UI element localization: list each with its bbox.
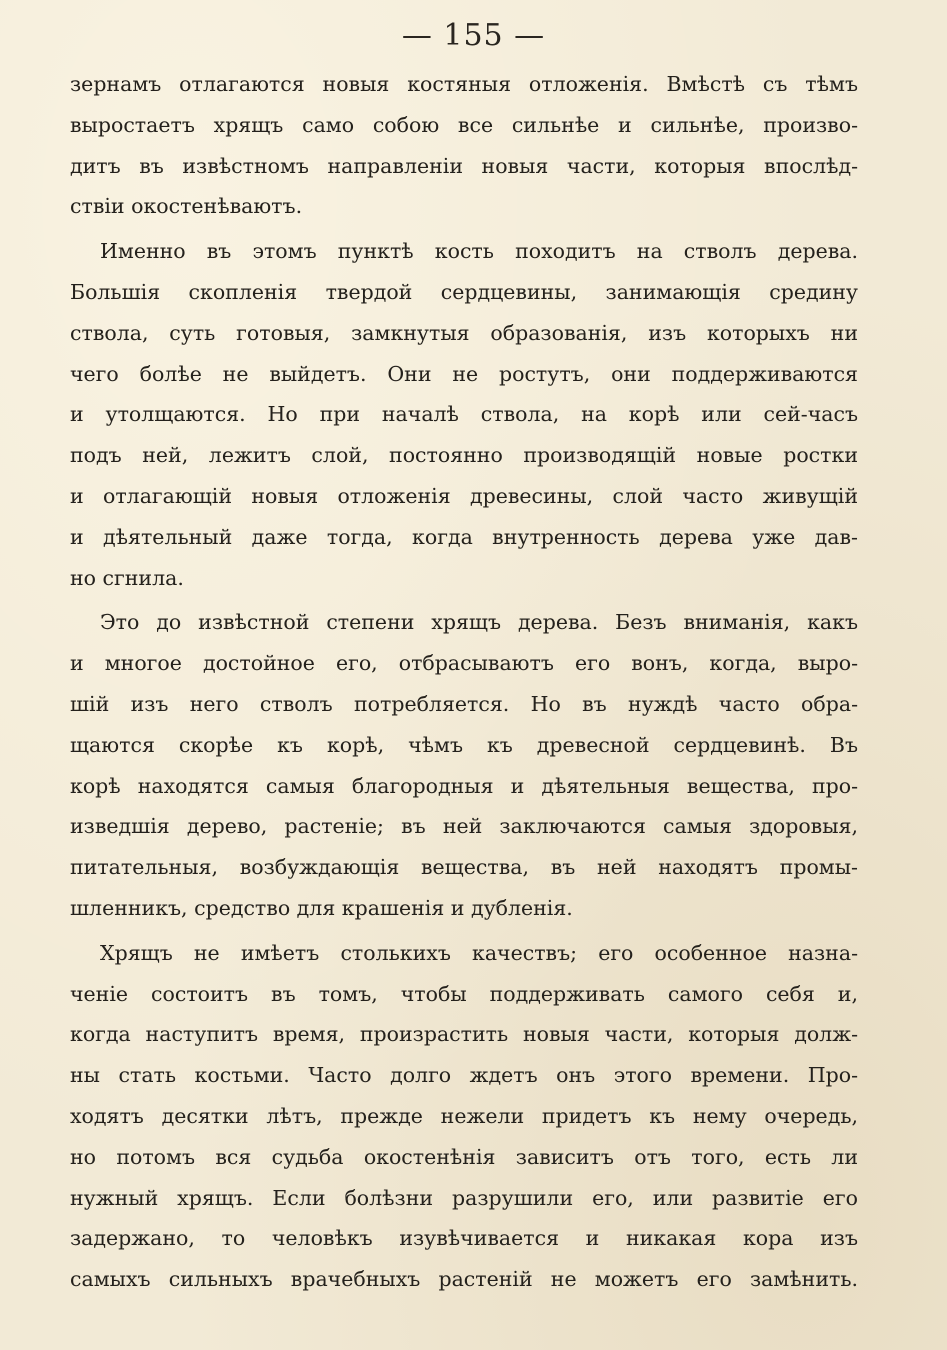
text-line: дитъ въ извѣстномъ направленіи новыя части, которыя впослѣд- <box>70 153 858 178</box>
text-line: питательныя, возбуждающія вещества, въ ней находятъ промы- <box>70 855 858 880</box>
text-line: и утолщаются. Но при началѣ ствола, на корѣ или сей-часъ <box>70 402 858 427</box>
text-line: но сгнила. <box>70 565 184 590</box>
page-number: — 155 — <box>401 18 546 53</box>
text-line: задержано, то человѣкъ изувѣчивается и никакая кора изъ <box>70 1226 858 1251</box>
text-line: подъ ней, лежитъ слой, постоянно производящій новые ростки <box>70 443 858 468</box>
text-line: шій изъ него стволъ потребляется. Но въ нуждѣ часто обра- <box>70 691 858 716</box>
text-line: корѣ находятся самыя благородныя и дѣятельныя вещества, про- <box>70 773 858 798</box>
text-line: Большія скопленія твердой сердцевины, занимающія средину <box>70 279 858 304</box>
text-line: Именно въ этомъ пунктѣ кость походитъ на стволъ дерева. <box>100 239 858 264</box>
text-line: ны стать костьми. Часто долго ждетъ онъ этого времени. Про- <box>70 1063 858 1088</box>
paragraph-1 <box>70 64 858 227</box>
text-line: зернамъ отлагаются новыя костяныя отложенія. Вмѣстѣ съ тѣмъ <box>70 72 858 96</box>
text-line: нужный хрящъ. Если болѣзни разрушили его, или развитіе его <box>70 1185 858 1210</box>
paragraph-4 <box>70 933 858 1300</box>
text-line: самыхъ сильныхъ врачебныхъ растеній не можетъ его замѣнить. <box>70 1267 858 1292</box>
body-text <box>70 64 858 1300</box>
text-line: чего болѣе не выйдетъ. Они не ростутъ, они поддерживаются <box>70 361 858 386</box>
text-line: когда наступитъ время, произрастить новыя части, которыя долж- <box>70 1022 858 1047</box>
text-line: изведшія дерево, растеніе; въ ней заключаются самыя здоровыя, <box>70 814 858 839</box>
text-line: и многое достойное его, отбрасываютъ его вонъ, когда, выро- <box>70 651 858 676</box>
text-line: ствіи окостенѣваютъ. <box>70 194 303 219</box>
text-line: ствола, суть готовыя, замкнутыя образованія, изъ которыхъ ни <box>70 320 858 345</box>
text-line: выростаетъ хрящъ само собою все сильнѣе и сильнѣе, произво- <box>70 112 858 137</box>
text-line: но потомъ вся судьба окостенѣнія зависитъ отъ того, есть ли <box>70 1144 858 1169</box>
text-line: Это до извѣстной степени хрящъ дерева. Безъ вниманія, какъ <box>100 610 858 635</box>
text-line: и отлагающій новыя отложенія древесины, слой часто живущій <box>70 483 858 508</box>
text-line: ходятъ десятки лѣтъ, прежде нежели придетъ къ нему очередь, <box>70 1103 858 1128</box>
text-line: шленникъ, средство для крашенія и дубленія. <box>70 895 573 920</box>
text-line: и дѣятельный даже тогда, когда внутренность дерева уже дав- <box>70 524 858 549</box>
paragraph-3 <box>70 602 858 928</box>
paragraph-2 <box>70 231 858 598</box>
text-line: ченіе состоитъ въ томъ, чтобы поддерживать самого себя и, <box>70 981 858 1006</box>
text-line: щаются скорѣе къ корѣ, чѣмъ къ древесной сердцевинѣ. Въ <box>70 732 858 757</box>
text-line: Хрящъ не имѣетъ столькихъ качествъ; его особенное назна- <box>100 940 858 965</box>
